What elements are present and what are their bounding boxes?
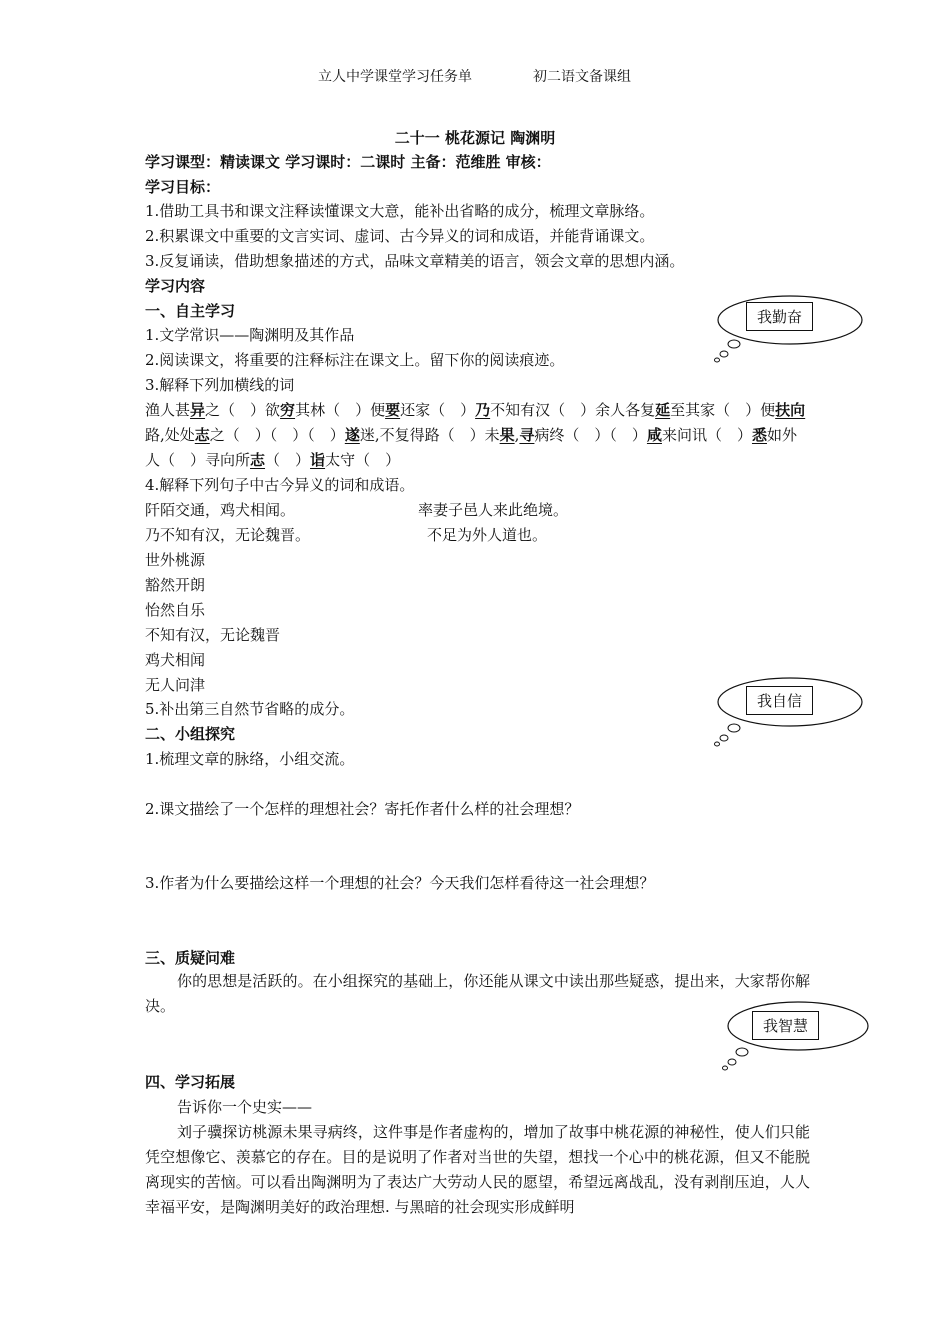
sentence-4: 不足为外人道也。	[427, 526, 548, 544]
s1-item4: 4.解释下列句子中古今异义的词和成语。	[145, 476, 415, 494]
idiom-5: 鸡犬相闻	[145, 651, 206, 669]
s2-q1: 1.梳理文章的脉络，小组交流。	[145, 750, 355, 768]
section2-heading: 二、小组探究	[145, 725, 236, 743]
section4-text: 刘子骥探访桃源未果寻病终，这件事是作者虚构的，增加了故事中桃花源的神秘性，使人们只能凭空想像它、羡慕它的存在。目的是说明了作者对当世的失望，想找一个心中的桃花源，但又不能脱离现实的苦恼。可以看出陶渊明为了表达广大劳动人民的愿望，希望远离战乱，没有剥削压迫，人人幸福平安，是陶渊明美好的政治理想. 与黑暗的社会现实形成鲜明	[145, 1123, 810, 1216]
idiom-2: 豁然开朗	[145, 576, 206, 594]
cloud-label: 我自信	[746, 686, 813, 715]
cloud-label: 我勤奋	[746, 302, 813, 331]
idiom-1: 世外桃源	[145, 551, 206, 569]
vocab-line-2: 路,处处志之（ ）（ ）（ ）遂迷,不复得路（ ）未果,寻病终（ ）（ ）咸来问讯（ ）悉如外	[145, 426, 797, 444]
sentence-3: 乃不知有汉，无论魏晋。	[145, 526, 311, 544]
idiom-6: 无人问津	[145, 676, 206, 694]
objective-3: 3.反复诵读，借助想象描述的方式，品味文章精美的语言，领会文章的思想内涵。	[145, 252, 685, 270]
section3-text: 你的思想是活跃的。在小组探究的基础上，你还能从课文中读出那些疑惑，提出来，大家帮你解决。	[145, 972, 810, 1015]
s1-item2: 2.阅读课文，将重要的注释标注在课文上。留下你的阅读痕迹。	[145, 351, 565, 369]
cloud-wise	[716, 1000, 876, 1072]
cloud-confident	[708, 676, 868, 748]
cloud-diligent	[708, 292, 868, 364]
s2-q2: 2.课文描绘了一个怎样的理想社会？寄托作者什么样的社会理想？	[145, 800, 580, 818]
sentence-1: 阡陌交通，鸡犬相闻。	[145, 501, 296, 519]
objective-2: 2.积累课文中重要的文言实词、虚词、古今异义的词和成语，并能背诵课文。	[145, 227, 655, 245]
s1-item1: 1.文学常识——陶渊明及其作品	[145, 326, 355, 344]
section3-heading: 三、质疑问难	[145, 949, 236, 967]
info-line: 学习课型：精读课文 学习课时：二课时 主备：范维胜 审核：	[145, 153, 551, 171]
idiom-4: 不知有汉，无论魏晋	[145, 626, 281, 644]
header-group: 初二语文备课组	[533, 69, 631, 85]
content-heading: 学习内容	[145, 277, 206, 295]
section4-heading: 四、学习拓展	[145, 1073, 236, 1091]
idiom-3: 怡然自乐	[145, 601, 206, 619]
s2-q3: 3.作者为什么要描绘这样一个理想的社会？今天我们怎样看待这一社会理想？	[145, 874, 655, 892]
sentence-2: 率妻子邑人来此绝境。	[418, 501, 569, 519]
page-title: 二十一 桃花源记 陶渊明	[394, 129, 556, 147]
header-school-task: 立人中学课堂学习任务单	[318, 69, 472, 85]
cloud-label: 我智慧	[752, 1011, 819, 1040]
vocab-line-3: 人（ ）寻向所志（ ）诣太守（ ）	[145, 451, 401, 469]
s1-item5: 5.补出第三自然节省略的成分。	[145, 700, 355, 718]
section1-heading: 一、自主学习	[145, 302, 236, 320]
objective-1: 1.借助工具书和课文注释读懂课文大意，能补出省略的成分，梳理文章脉络。	[145, 202, 655, 220]
vocab-line-1: 渔人甚异之（ ）欲穷其林（ ）便要还家（ ）乃不知有汉（ ）余人各复延至其家（ ）便扶向	[145, 401, 806, 419]
s1-item3: 3.解释下列加横线的词	[145, 376, 295, 394]
section4-intro: 告诉你一个史实——	[177, 1098, 313, 1116]
objectives-heading: 学习目标：	[145, 178, 221, 196]
